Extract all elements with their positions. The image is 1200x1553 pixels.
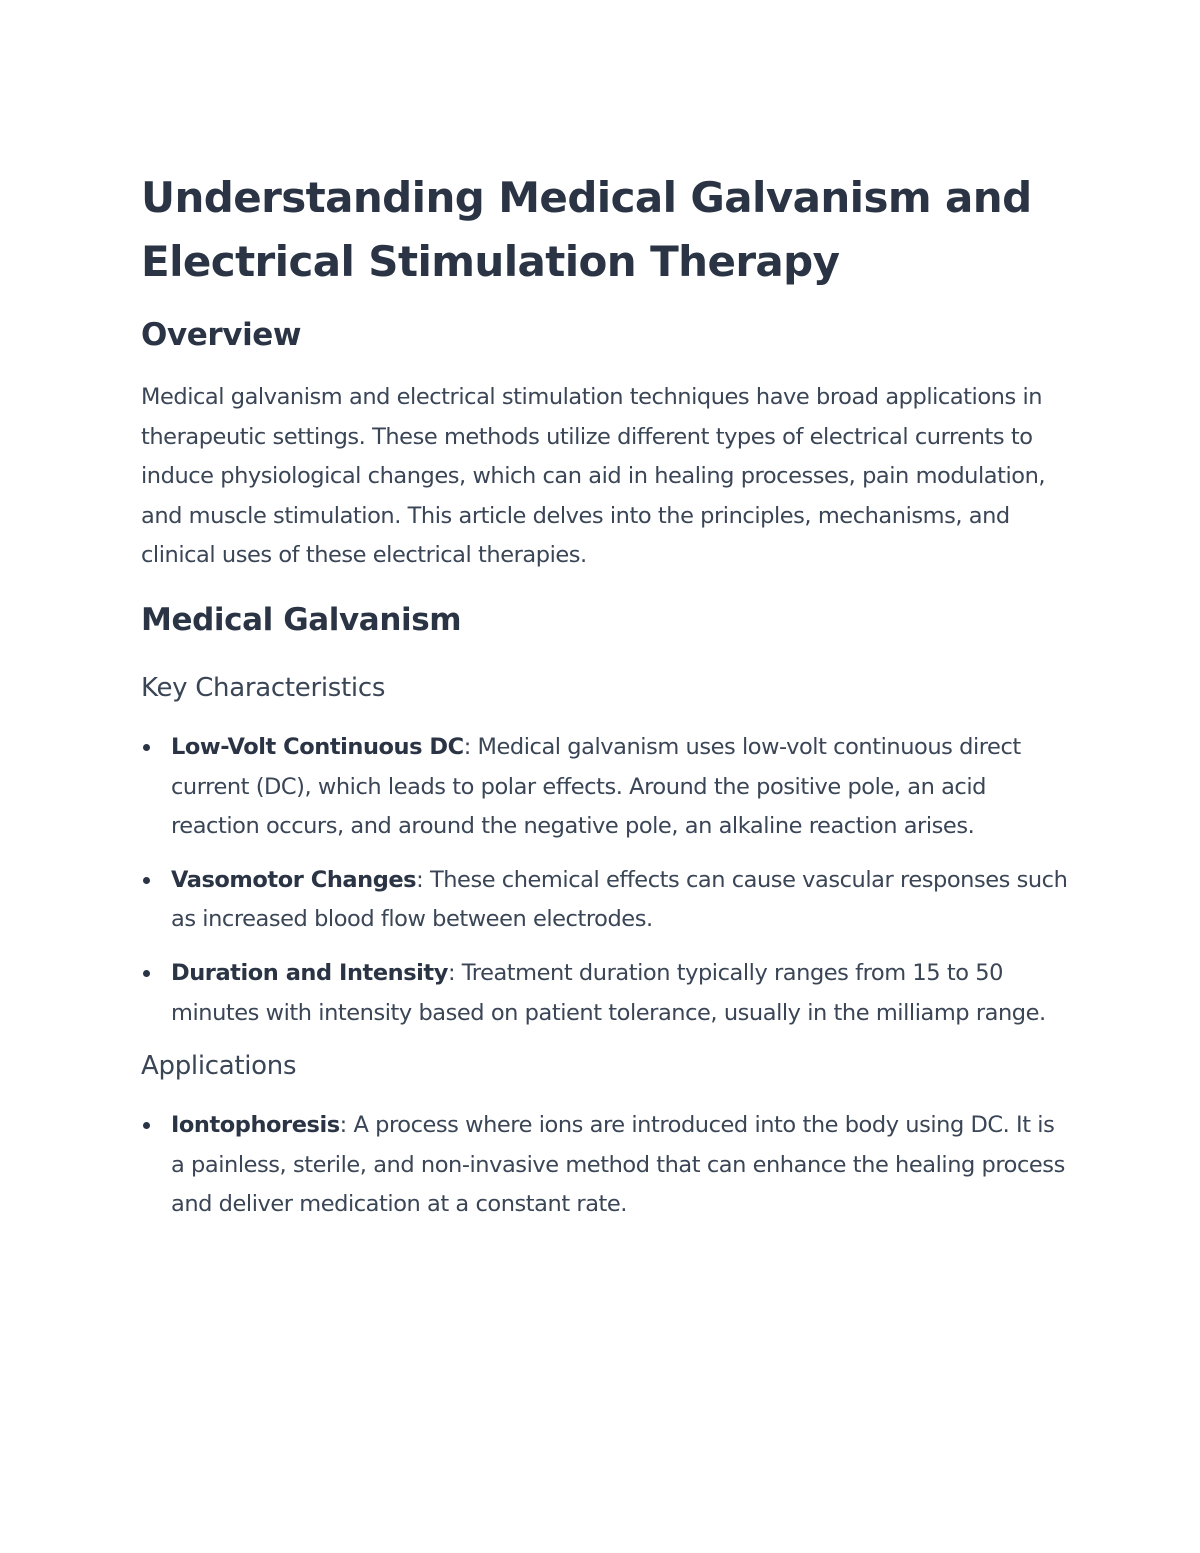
overview-paragraph: Medical galvanism and electrical stimulation techniques have broad applications in therapeutic settings. These methods utilize different types of electrical currents to induce physiological changes, which can aid in healing processes, pain modulation, and muscle stimulation. This article delves into the principles, mechanisms, and clinical uses of these electrical therapies.	[141, 384, 1046, 569]
document-page	[141, 166, 1071, 1225]
list-item-text: : Medical galvanism uses low-volt continuous direct current (DC), which leads to polar effects. Around the positive pole, an acid reaction occurs, and around the negative pole, an alkaline reaction arises.	[171, 733, 1021, 840]
list-item	[141, 954, 1071, 1033]
page-title: Understanding Medical Galvanism and Electrical Stimulation Therapy	[141, 173, 1032, 286]
list-item-term: Duration and Intensity	[171, 959, 448, 986]
list-item-text: : Treatment duration typically ranges from 15 to 50 minutes with intensity based on patient tolerance, usually in the milliamp range.	[171, 959, 1046, 1026]
medical-galvanism-heading: Medical Galvanism	[141, 601, 462, 638]
list-item-text: : These chemical effects can cause vascular responses such as increased blood flow between electrodes.	[171, 866, 1068, 933]
list-item	[141, 1106, 1071, 1225]
list-item	[141, 728, 1071, 847]
bullet-icon	[143, 744, 150, 751]
list-item-term: Iontophoresis	[171, 1112, 340, 1139]
list-item-text: : A process where ions are introduced into the body using DC. It is a painless, sterile, and non-invasive method that can enhance the healing process and deliver medication at a constant rate.	[171, 1112, 1065, 1218]
bullet-icon	[143, 1122, 150, 1129]
applications-list	[141, 1106, 1071, 1225]
bullet-icon	[143, 970, 150, 977]
applications-heading: Applications	[141, 1051, 297, 1082]
bullet-icon	[143, 877, 150, 884]
overview-heading: Overview	[141, 317, 302, 353]
key-characteristics-list	[141, 728, 1071, 1033]
list-item-term: Low-Volt Continuous DC	[171, 733, 464, 760]
list-item	[141, 861, 1071, 940]
list-item-term: Vasomotor Changes	[171, 866, 417, 893]
key-characteristics-heading: Key Characteristics	[141, 672, 386, 703]
